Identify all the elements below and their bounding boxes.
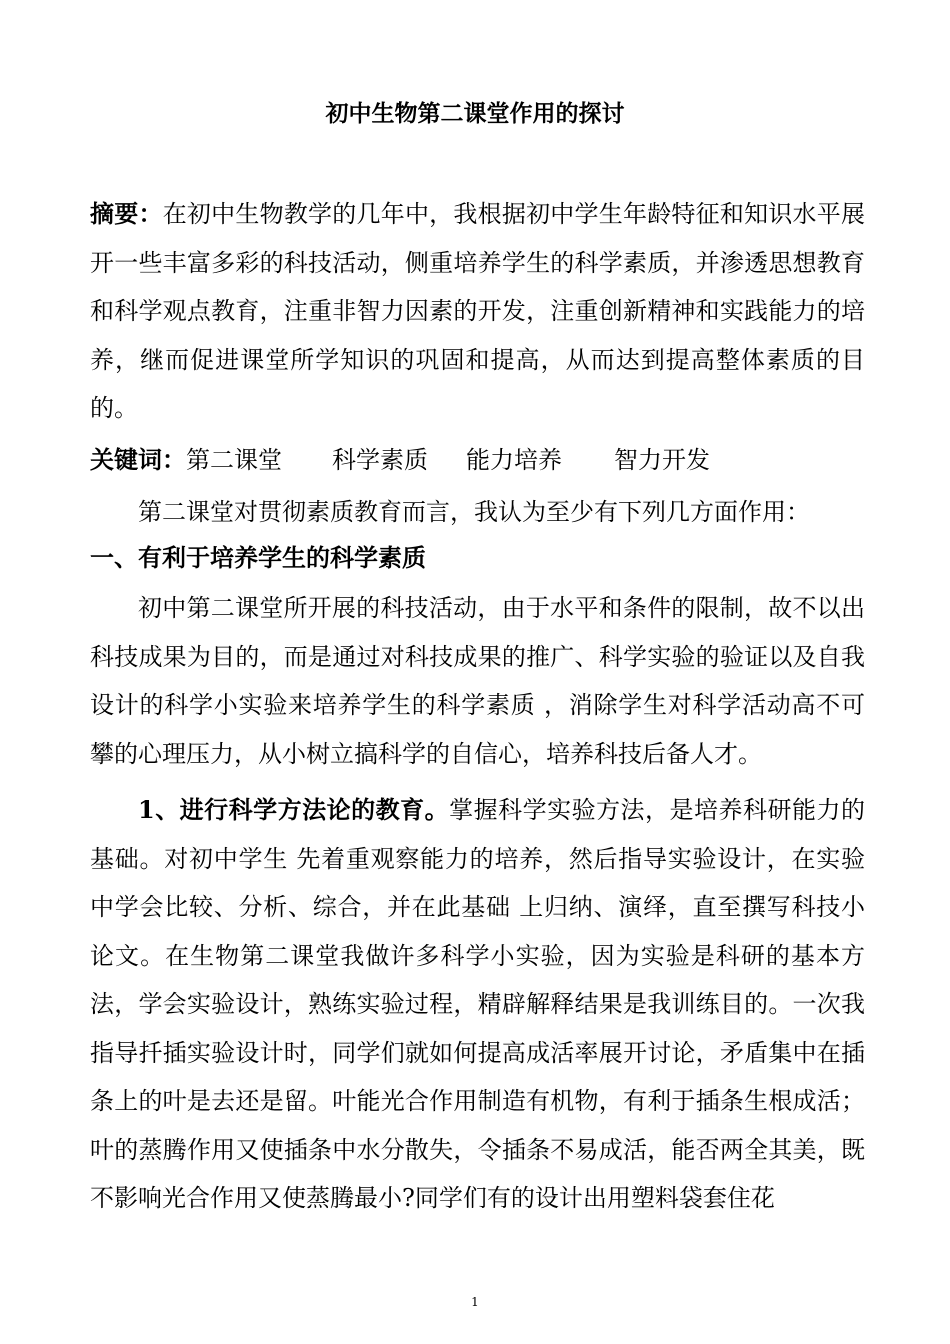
abstract-paragraph xyxy=(90,190,865,433)
keyword-item: 第二课堂 xyxy=(186,446,282,474)
point-text: 掌握科学实验方法，是培养科研能力的基础。对初中学生 先着重观察能力的培养，然后指导实验设计，在实验中学会比较、分析、综合，并在此基础 上归纳、演绎，直至撰写科技小论文。在生物第二课堂我做许多科学小实验，因为实验是科研的基本方法，学会实验设计，熟练实验过程，精辟解释结果是我训练目的。一次我指导扦插实验设计时，同学们就如何提高成活率展开讨论，矛盾集中在插条上的叶是去还是留。叶能光合作用制造有机物，有利于插条生根成活；叶的蒸腾作用又使插条中水分散失，令插条不易成活，能否两全其美，既不影响光合作用又使蒸腾最小?同学们有的设计出用塑料袋套住花 xyxy=(90,796,865,1212)
abstract-label: 摘要： xyxy=(90,199,163,228)
section-paragraph: 初中第二课堂所开展的科技活动，由于水平和条件的限制，故不以出科技成果为目的，而是通过对科技成果的推广、科学实验的验证以及自我设计的科学小实验来培养学生的科学素质 ，消除学生对科学活动高不可攀的心理压力，从小树立搞科学的自信心，培养科技后备人才。 xyxy=(90,594,865,768)
document-title: 初中生物第二课堂作用的探讨 xyxy=(325,100,625,127)
intro-paragraph: 第二课堂对贯彻素质教育而言，我认为至少有下列几方面作用： xyxy=(138,498,810,526)
keywords-line xyxy=(90,438,865,482)
keyword-item: 智力开发 xyxy=(614,446,710,474)
point-lead: 1、进行科学方法论的教育。 xyxy=(138,795,450,824)
keyword-item: 科学素质 xyxy=(332,446,428,474)
keywords-label: 关键词： xyxy=(90,445,186,474)
page-number: 1 xyxy=(471,1295,479,1309)
section-heading: 一、有利于培养学生的科学素质 xyxy=(90,543,426,572)
keyword-item: 能力培养 xyxy=(466,446,562,474)
point-paragraph xyxy=(90,786,865,1223)
abstract-text: 在初中生物教学的几年中，我根据初中学生年龄特征和知识水平展开一些丰富多彩的科技活动，侧重培养学生的科学素质，并渗透思想教育和科学观点教育，注重非智力因素的开发，注重创新精神和实践能力的培养，继而促进课堂所学知识的巩固和提高，从而达到提高整体素质的目的。 xyxy=(90,200,866,422)
